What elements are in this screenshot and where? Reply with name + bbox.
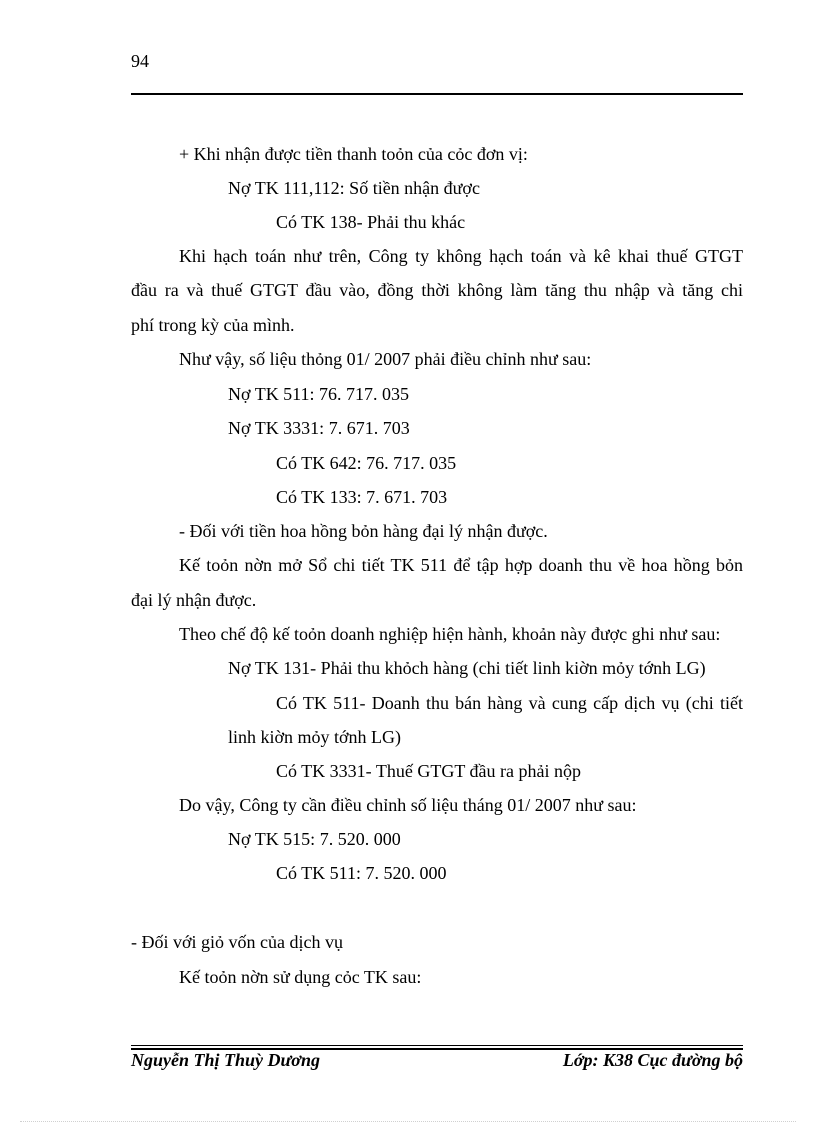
text-line: Nợ TK 111,112: Số tiền nhận được (228, 178, 480, 198)
text-line: Do vậy, Công ty cần điều chỉnh số liệu tháng 01/ 2007 như sau: (179, 795, 637, 815)
text-line: Kế toỏn nờn mở Sổ chi tiết TK 511 để tập hợp doanh thu về hoa hồng bỏn (179, 555, 743, 575)
header-rule (131, 93, 743, 95)
text-line: Có TK 642: 76. 717. 035 (276, 453, 457, 473)
text-line: Có TK 3331- Thuế GTGT đầu ra phải nộp (276, 761, 581, 781)
text-line: + Khi nhận được tiền thanh toỏn của cỏc đơn vị: (179, 144, 528, 164)
text-line: Có TK 511: 7. 520. 000 (276, 863, 447, 883)
text-line: Có TK 133: 7. 671. 703 (276, 487, 448, 507)
text-line: phí trong kỳ của mình. (131, 315, 295, 335)
text-line: Nợ TK 3331: 7. 671. 703 (228, 418, 410, 438)
text-line: Kế toỏn nờn sử dụng cỏc TK sau: (179, 967, 422, 987)
footer-class: Lớp: K38 Cục đường bộ (562, 1050, 743, 1070)
text-line: Nợ TK 515: 7. 520. 000 (228, 829, 401, 849)
text-line: - Đối với giỏ vốn của dịch vụ (131, 932, 343, 952)
text-line: linh kiờn mỏy tớnh LG) (228, 727, 402, 747)
text-line: đại lý nhận được. (131, 590, 257, 610)
text-line: - Đối với tiền hoa hồng bỏn hàng đại lý nhận được. (179, 521, 548, 541)
text-line: Nợ TK 511: 76. 717. 035 (228, 384, 410, 404)
text-line: Có TK 138- Phải thu khác (276, 212, 466, 232)
text-line: Khi hạch toán như trên, Công ty không hạch toán và kê khai thuế GTGT (179, 246, 743, 266)
text-line: Có TK 511- Doanh thu bán hàng và cung cấp dịch vụ (chi tiết (276, 693, 743, 713)
page-edge-divider (20, 1121, 796, 1122)
text-line: Nợ TK 131- Phải thu khỏch hàng (chi tiết linh kiờn mỏy tớnh LG) (228, 658, 706, 678)
text-line: đầu ra và thuế GTGT đầu vào, đồng thời không làm tăng thu nhập và tăng chi (131, 280, 743, 300)
text-line: Như vậy, số liệu thỏng 01/ 2007 phải điều chỉnh như sau: (179, 349, 592, 369)
text-line: Theo chế độ kế toỏn doanh nghiệp hiện hành, khoản này được ghi như sau: (179, 624, 721, 644)
footer-author: Nguyễn Thị Thuỳ Dương (131, 1050, 320, 1070)
page-number: 94 (131, 51, 149, 71)
footer-rule (131, 1045, 743, 1046)
